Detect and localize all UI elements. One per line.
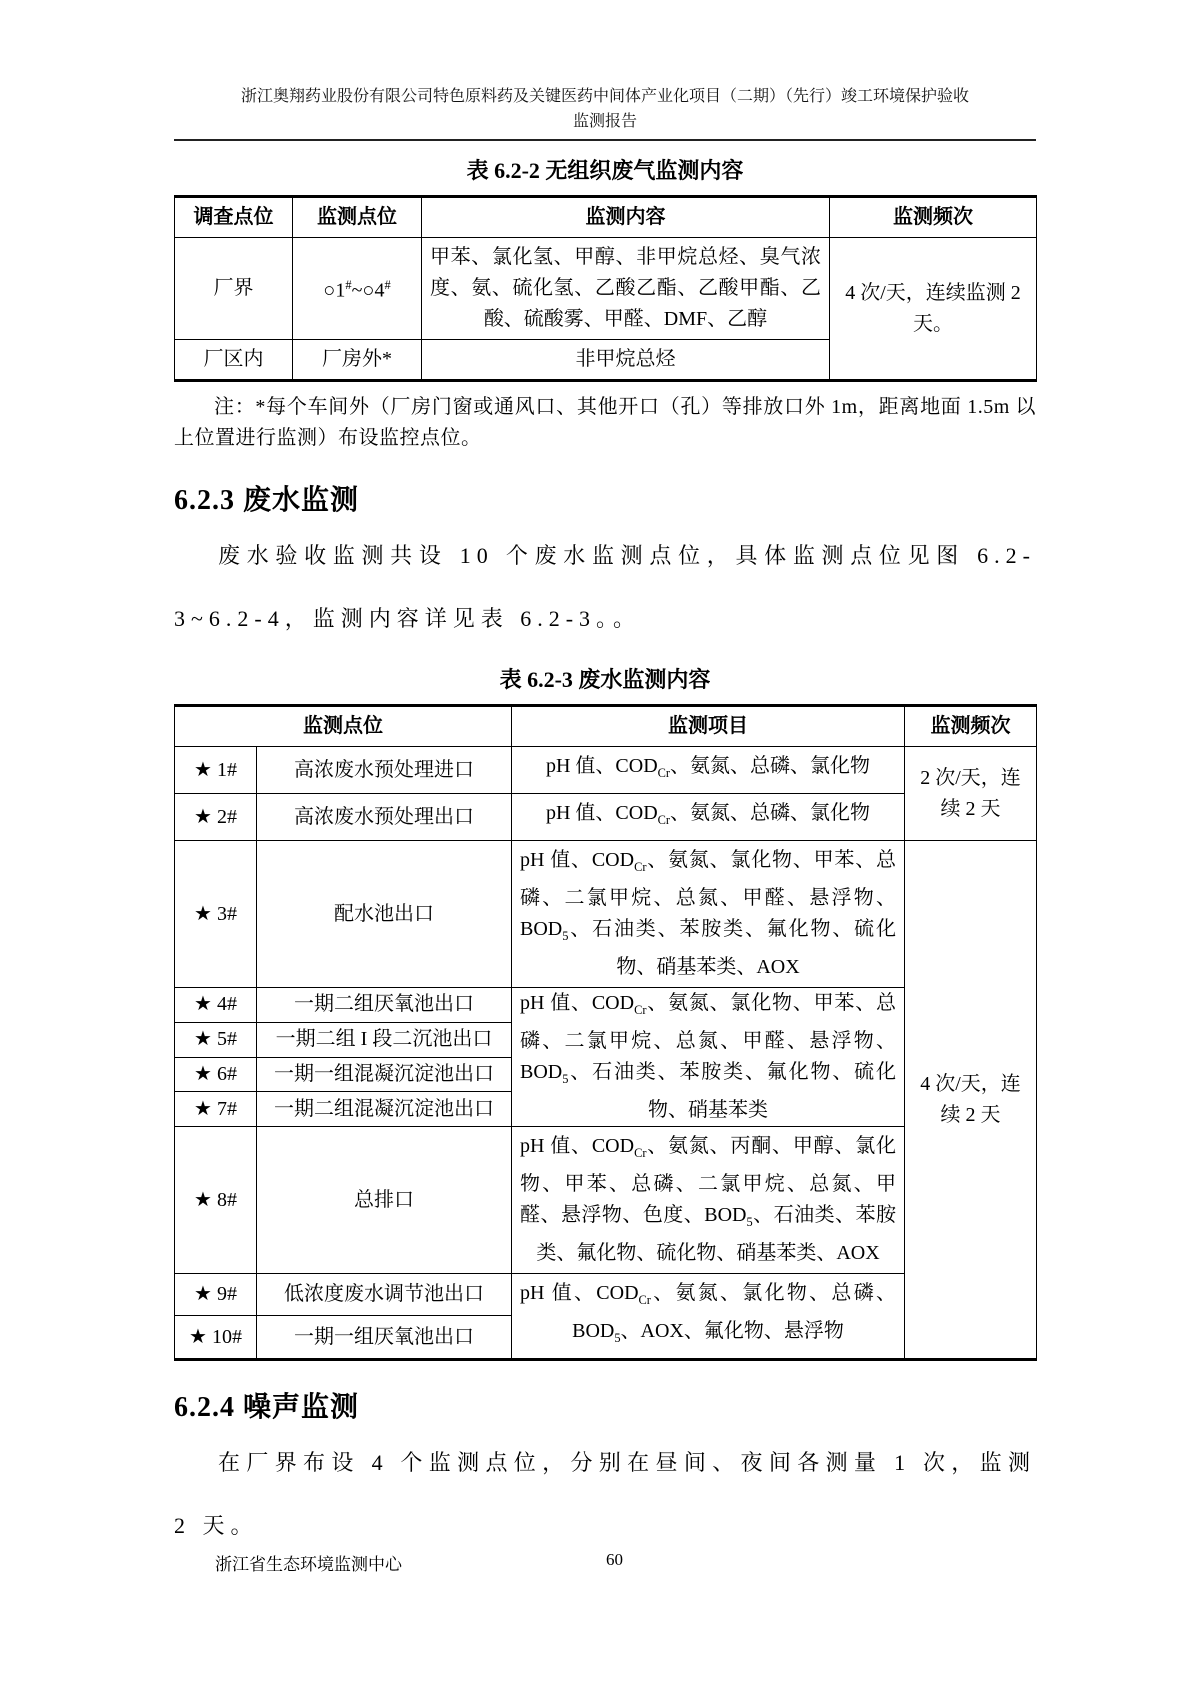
point-id-cell: ★ 3# [175,841,257,988]
point-id-cell: ★ 9# [175,1274,257,1316]
point-name-cell: 高浓废水预处理出口 [257,794,512,841]
point-id-cell: ★ 10# [175,1316,257,1360]
survey-point-cell: 厂区内 [175,340,293,381]
project-cell: pH 值、$COD_{Cr}$、氨氮、总磷、氯化物 [512,794,905,841]
project-cell-merged: pH 值、$COD_{Cr}$、氨氮、氯化物、总磷、$BOD_5$、AOX、氟化物、悬浮物 [512,1274,905,1360]
section-heading-wastewater: 6.2.3 废水监测 [174,485,360,516]
col-header-project: 监测项目 [512,706,905,747]
table-6-2-3 [174,704,1037,1361]
frequency-cell: 2 次/天，连续 2 天 [905,747,1037,841]
table-6-2-3-title: 表 6.2-3 废水监测内容 [499,667,711,692]
monitor-point-cell: 厂房外* [293,340,422,381]
table-header-row [175,197,1037,238]
point-name-cell: 一期二组 I 段二沉池出口 [257,1022,512,1057]
header-line1: 浙江奥翔药业股份有限公司特色原料药及关键医药中间体产业化项目（二期）（先行）竣工环境保护验收 [240,88,969,105]
point-name-cell: 配水池出口 [257,841,512,988]
noise-paragraph: 在厂界布设 4 个监测点位，分别在昼间、夜间各测量 1 次，监测 2 天。 [174,1450,1036,1538]
monitor-point-cell: ○1#~○4# [293,238,422,340]
table-row [175,841,1037,988]
header-divider [174,139,1036,141]
point-id-cell: ★ 7# [175,1092,257,1127]
point-id-cell: ★ 5# [175,1022,257,1057]
project-cell-merged: pH 值、$COD_{Cr}$、氨氮、氯化物、甲苯、总磷、二氯甲烷、总氮、甲醛、悬浮物、$BOD_5$、石油类、苯胺类、氟化物、硫化物、硝基苯类 [512,988,905,1127]
col-header-content: 监测内容 [422,197,830,238]
point-name-cell: 低浓度废水调节池出口 [257,1274,512,1316]
project-cell: pH 值、$COD_{Cr}$、氨氮、总磷、氯化物 [512,747,905,794]
point-id-cell: ★ 4# [175,988,257,1023]
col-header-monitor-point: 监测点位 [293,197,422,238]
point-name-cell: 一期二组混凝沉淀池出口 [257,1092,512,1127]
point-id-cell: ★ 1# [175,747,257,794]
col-header-survey-point: 调查点位 [175,197,293,238]
content-cell: 甲苯、氯化氢、甲醇、非甲烷总烃、臭气浓度、氨、硫化氢、乙酸乙酯、乙酸甲酯、乙酸、硫酸雾、甲醛、DMF、乙醇 [422,238,830,340]
col-header-frequency: 监测频次 [830,197,1037,238]
table-header-row [175,706,1037,747]
table-row [175,238,1037,340]
wastewater-paragraph: 废水验收监测共设 10 个废水监测点位，具体监测点位见图 6.2-3~6.2-4，监测内容详见表 6.2-3。。 [174,543,1036,631]
col-header-point: 监测点位 [175,706,512,747]
table-row [175,747,1037,794]
table-6-2-2 [174,195,1037,382]
point-name-cell: 总排口 [257,1127,512,1274]
col-header-frequency: 监测频次 [905,706,1037,747]
footer-organization: 浙江省生态环境监测中心 [215,1555,402,1574]
point-name-cell: 一期一组厌氧池出口 [257,1316,512,1360]
point-id-cell: ★ 8# [175,1127,257,1274]
survey-point-cell: 厂界 [175,238,293,340]
frequency-cell: 4 次/天，连续监测 2 天。 [830,238,1037,381]
project-cell: pH 值、$COD_{Cr}$、氨氮、氯化物、甲苯、总磷、二氯甲烷、总氮、甲醛、悬浮物、$BOD_5$、石油类、苯胺类、氟化物、硫化物、硝基苯类、AOX [512,841,905,988]
point-name-cell: 一期一组混凝沉淀池出口 [257,1057,512,1092]
point-id-cell: ★ 2# [175,794,257,841]
point-id-cell: ★ 6# [175,1057,257,1092]
section-heading-noise: 6.2.4 噪声监测 [174,1392,360,1423]
point-name-cell: 一期二组厌氧池出口 [257,988,512,1023]
running-header [174,84,1036,134]
point-name-cell: 高浓废水预处理进口 [257,747,512,794]
header-line2: 监测报告 [572,113,637,130]
table-6-2-2-title: 表 6.2-2 无组织废气监测内容 [466,158,744,183]
content-cell: 非甲烷总烃 [422,340,830,381]
project-cell: pH 值、$COD_{Cr}$、氨氮、丙酮、甲醇、氯化物、甲苯、总磷、二氯甲烷、总氮、甲醛、悬浮物、色度、$BOD_5$、石油类、苯胺类、氟化物、硫化物、硝基苯类、AOX [512,1127,905,1274]
footer-page-number: 60 [606,1550,623,1569]
table-footnote: 注：*每个车间外（厂房门窗或通风口、其他开口（孔）等排放口外 1m，距离地面 1.5m 以上位置进行监测）布设监控点位。 [174,396,1036,449]
frequency-cell: 4 次/天，连续 2 天 [905,841,1037,1360]
